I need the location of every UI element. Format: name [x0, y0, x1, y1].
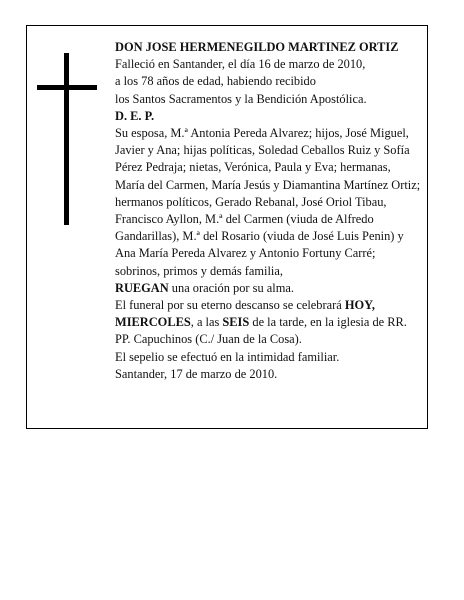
funeral-seis: SEIS [222, 315, 250, 330]
ruegan-line [115, 280, 421, 297]
funeral-paragraph [115, 297, 421, 349]
funeral-miercoles: MIERCOLES [115, 315, 191, 330]
death-line-2: a los 78 años de edad, habiendo recibido [115, 74, 316, 89]
cross-icon [37, 53, 97, 225]
notice-text [115, 39, 421, 383]
funeral-text-1: El funeral por su eterno descanso se celebrará [115, 298, 345, 313]
ruegan-label: RUEGAN [115, 280, 169, 295]
death-line-3: los Santos Sacramentos y la Bendición Apostólica. [115, 91, 367, 106]
obituary-notice [26, 25, 428, 429]
place-date: Santander, 17 de marzo de 2010. [115, 366, 278, 381]
ruegan-text: una oración por su alma. [168, 280, 294, 295]
dep-label: D. E. P. [115, 108, 155, 123]
funeral-hoy: HOY, [344, 298, 375, 313]
funeral-text-2: , a las [190, 315, 223, 330]
burial-line: El sepelio se efectuó en la intimidad familiar. [115, 349, 340, 364]
deceased-name: DON JOSE HERMENEGILDO MARTINEZ ORTIZ [115, 40, 399, 54]
funeral-text-3: de la tarde, en la iglesia de RR. PP. Capuchinos (C./ Juan de la Cosa). [115, 315, 407, 347]
family-paragraph: Su esposa, M.ª Antonia Pereda Alvarez; hijos, José Miguel, Javier y Ana; hijas políticas, Soledad Ceballos Ruiz y Sofía Pérez Pedraja; nietas, Verónica, Paula y Eva; hermanas, María del Carmen, María Jesús y Diamantina Martínez Ortiz; hermanos políticos, Gerado Rebanal, José Oriol Tibau, Francisco Ayllon, M.ª del Carmen (viuda de Alfredo Gandarillas), M.ª del Rosario (viuda de José Luis Penin) y Ana María Pereda Alvarez y Antonio Fortuny Carré; sobrinos, primos y demás familia, [115, 126, 421, 278]
death-line-1: Falleció en Santander, el día 16 de marzo de 2010, [115, 57, 366, 72]
